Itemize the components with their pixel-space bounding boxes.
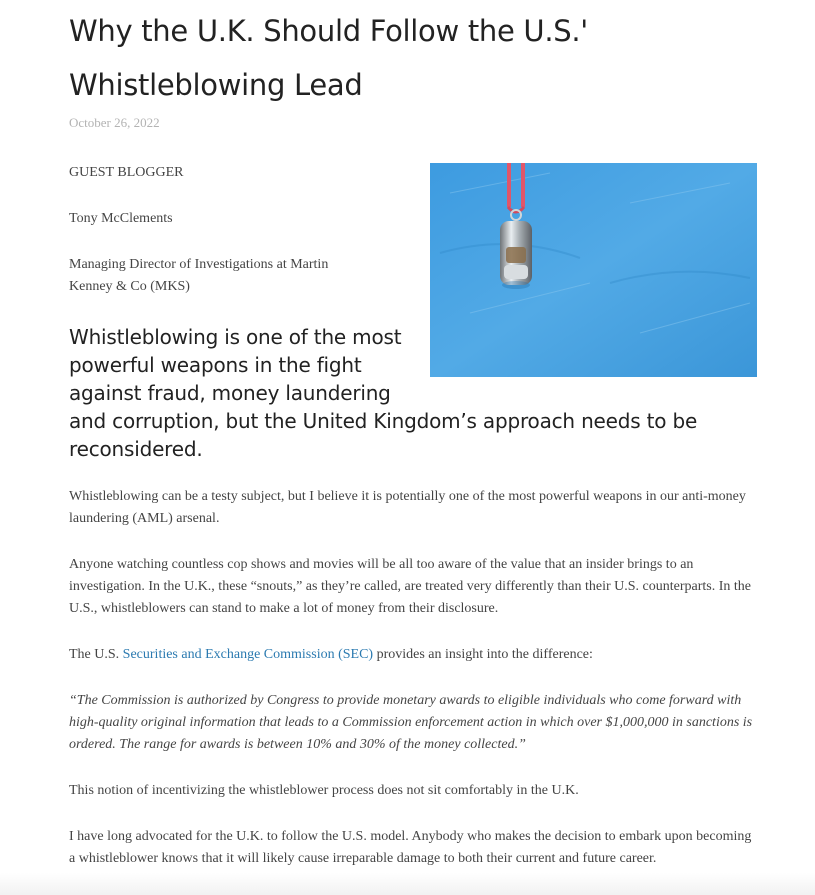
article-category: GUEST BLOGGER: [69, 165, 184, 180]
paragraph-5: I have long advocated for the U.K. to follow the U.S. model. Anybody who makes the decision to embark upon becoming a whistleblower knows that it will likely cause irreparable damage to both their current and future career.: [69, 829, 752, 866]
sec-quote: “The Commission is authorized by Congress to provide monetary awards to eligible individuals who come forward with high-quality original information that leads to a Commission enforcement action in which over $1,000,000 in sanctions is ordered. The range for awards is between 10% and 30% of the money collected.”: [69, 693, 753, 752]
article-author-role: Managing Director of Investigations at Martin Kenney & Co (MKS): [69, 257, 329, 294]
article-title-line-1: Why the U.K. Should Follow the U.S.': [69, 14, 588, 48]
sec-link[interactable]: Securities and Exchange Commission (SEC): [122, 647, 374, 662]
paragraph-3-after: provides an insight into the difference:: [373, 647, 593, 662]
paragraph-4: This notion of incentivizing the whistleblower process does not sit comfortably in the U.K.: [69, 783, 579, 798]
article: [69, 0, 759, 866]
paragraph-1: Whistleblowing can be a testy subject, but I believe it is potentially one of the most powerful weapons in our anti-money laundering (AML) arsenal.: [69, 489, 746, 526]
paragraph-2: Anyone watching countless cop shows and movies will be all too aware of the value that an insider brings to an investigation. In the U.K., these “snouts,” as they’re called, are treated very differently than their U.S. counterparts. In the U.S., whistleblowers can stand to make a lot of money from their disclosure.: [69, 557, 752, 616]
article-title-line-2: Whistleblowing Lead: [69, 68, 363, 102]
article-lead: [69, 323, 709, 463]
article-author: Tony McClements: [69, 211, 173, 226]
article-title: [69, 0, 759, 112]
paragraph-3: [69, 644, 759, 666]
bottom-scroll-fade: [0, 873, 815, 895]
paragraph-3-before: The U.S.: [69, 647, 123, 662]
article-date: October 26, 2022: [69, 115, 160, 130]
article-lead-text: Whistleblowing is one of the most powerful weapons in the fight against fraud, money laundering and corruption, but the United Kingdom’s approach needs to be reconsidered.: [69, 325, 698, 461]
